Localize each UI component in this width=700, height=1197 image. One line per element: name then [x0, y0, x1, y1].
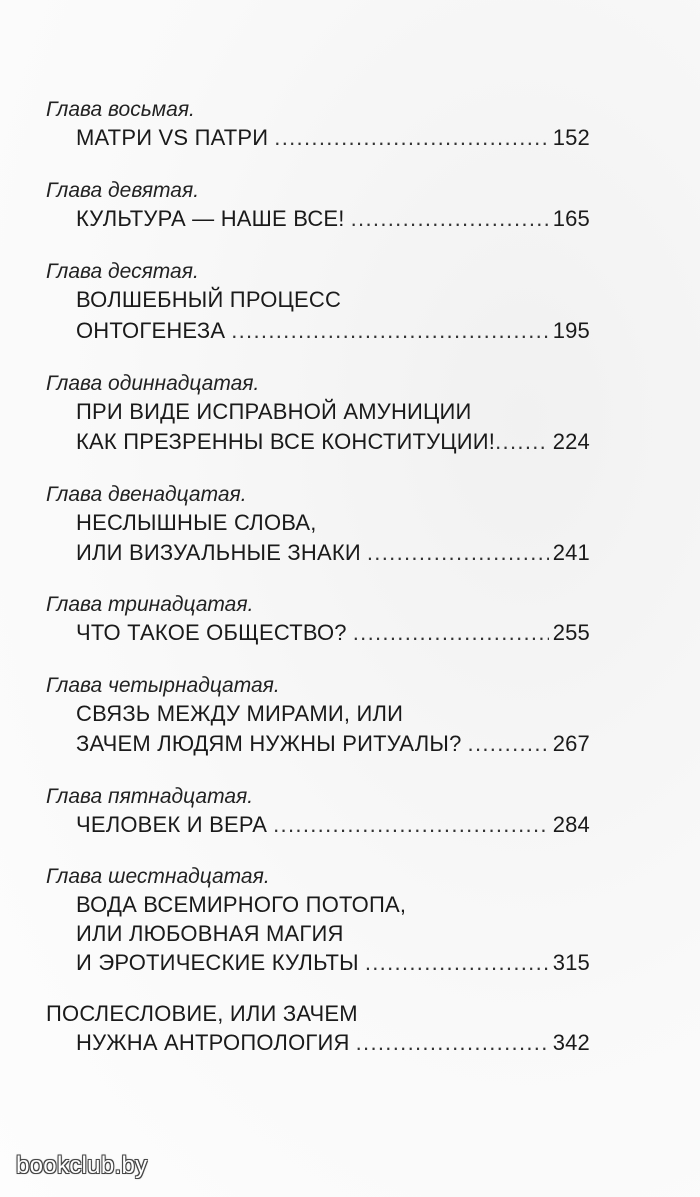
chapter-label: Глава пятнадцатая.: [46, 785, 254, 808]
toc-entry-line: [76, 889, 406, 921]
toc-entry-line: [76, 537, 590, 569]
toc-entry-line: [76, 122, 590, 154]
leader-dots: [353, 617, 549, 649]
chapter-title-continued: ИЛИ ЛЮБОВНАЯ МАГИЯ: [76, 921, 344, 946]
chapter-title-continued: ЗАЧЕМ ЛЮДЯМ НУЖНЫ РИТУАЛЫ?: [76, 731, 462, 756]
page-number: 342: [552, 1030, 590, 1055]
chapter-label: Глава тринадцатая.: [46, 593, 254, 616]
leader-dots: [468, 728, 549, 760]
leader-dots: [495, 426, 549, 458]
page-number: 152: [552, 125, 590, 150]
chapter-title: КУЛЬТУРА — НАШЕ ВСЕ!: [76, 206, 345, 231]
afterword-title-continued: НУЖНА АНТРОПОЛОГИЯ: [76, 1030, 350, 1055]
toc-entry-line: [76, 728, 590, 760]
page-number: 284: [552, 812, 590, 837]
chapter-title: СВЯЗЬ МЕЖДУ МИРАМИ, ИЛИ: [76, 701, 404, 726]
chapter-title-continued: ИЛИ ВИЗУАЛЬНЫЕ ЗНАКИ: [76, 540, 361, 565]
chapter-title-continued: КАК ПРЕЗРЕННЫ ВСЕ КОНСТИТУЦИИ!: [76, 429, 496, 454]
leader-dots: [367, 537, 549, 569]
chapter-title: ПРИ ВИДЕ ИСПРАВНОЙ АМУНИЦИИ: [76, 399, 472, 424]
toc-entry-line: [76, 396, 472, 428]
toc-entry-line: [76, 284, 341, 316]
chapter-title-continued: ОНТОГЕНЕЗА: [76, 318, 226, 343]
toc-entry-line: [76, 947, 590, 979]
chapter-title: ЧТО ТАКОЕ ОБЩЕСТВО?: [76, 620, 347, 645]
page-number: 267: [552, 731, 590, 756]
chapter-title: МАТРИ VS ПАТРИ: [76, 125, 269, 150]
leader-dots: [273, 809, 549, 841]
leader-dots: [365, 947, 549, 979]
toc-entry-line: [76, 698, 403, 730]
toc-entry-line: [46, 998, 358, 1030]
chapter-title: ЧЕЛОВЕК И ВЕРА: [76, 812, 268, 837]
chapter-label: Глава одиннадцатая.: [46, 372, 260, 395]
toc-entry-line: [76, 507, 317, 539]
watermark: bookclub.by: [16, 1152, 148, 1179]
chapter-title: ВОЛШЕБНЫЙ ПРОЦЕСС: [76, 287, 342, 312]
leader-dots: [356, 1027, 549, 1059]
chapter-title: ВОДА ВСЕМИРНОГО ПОТОПА,: [76, 892, 407, 917]
leader-dots: [274, 122, 548, 154]
toc-entry-line: [76, 315, 590, 347]
chapter-label: Глава девятая.: [46, 179, 200, 202]
chapter-label: Глава двенадцатая.: [46, 483, 247, 506]
page-number: 315: [552, 950, 590, 975]
page-number: 195: [552, 318, 590, 343]
toc-entry-line: [76, 809, 590, 841]
chapter-label: Глава шестнадцатая.: [46, 865, 270, 888]
toc-entry-line: [76, 1027, 590, 1059]
chapter-title: НЕСЛЫШНЫЕ СЛОВА,: [76, 510, 317, 535]
page-number: 255: [552, 620, 590, 645]
chapter-label: Глава четырнадцатая.: [46, 674, 280, 697]
page-number: 241: [552, 540, 590, 565]
chapter-label: Глава десятая.: [46, 260, 199, 283]
toc-entry-line: [76, 203, 590, 235]
leader-dots: [231, 315, 548, 347]
toc-entry-line: [76, 617, 590, 649]
page-number: 224: [552, 429, 590, 454]
leader-dots: [351, 203, 549, 235]
chapter-title-continued: И ЭРОТИЧЕСКИЕ КУЛЬТЫ: [76, 950, 359, 975]
toc-entry-line: [76, 426, 590, 458]
afterword-title: ПОСЛЕСЛОВИЕ, ИЛИ ЗАЧЕМ: [46, 1001, 358, 1026]
chapter-label: Глава восьмая.: [46, 98, 195, 121]
page-number: 165: [552, 206, 590, 231]
toc-entry-line: [76, 918, 344, 950]
